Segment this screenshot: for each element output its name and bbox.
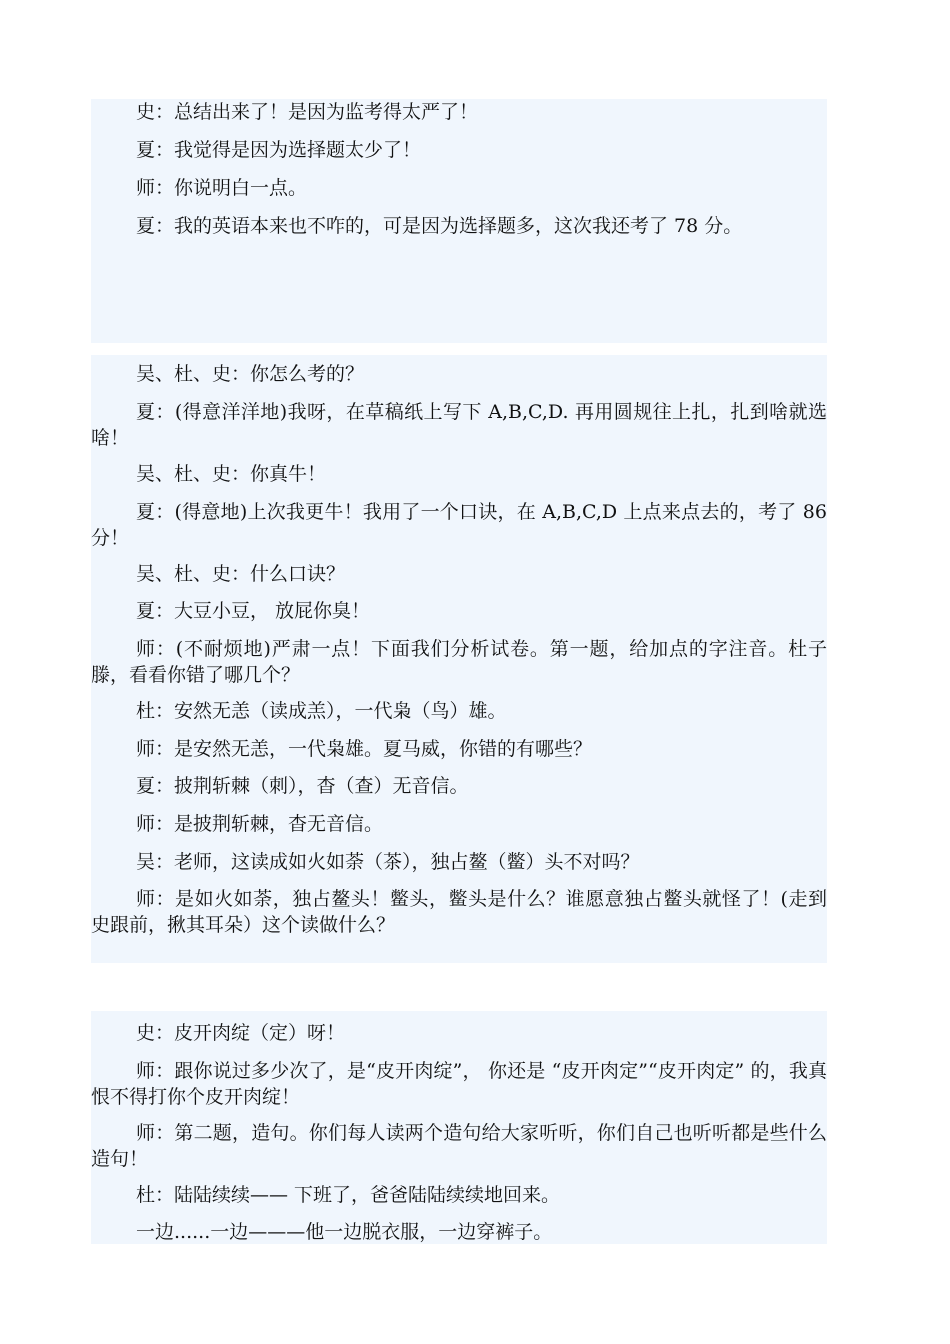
text-section-3 bbox=[91, 1011, 827, 1244]
dialogue-paragraph: 史：皮开肉绽（定）呀！ bbox=[136, 1022, 346, 1044]
dialogue-paragraph: 师：跟你说过多少次了，是“皮开肉绽”， 你还是 “皮开肉定”“皮开肉定” 的，我真恨不得打你个皮开肉绽！ bbox=[91, 1060, 827, 1108]
dialogue-paragraph: 师：是如火如荼，独占鳌头！鳖头，鳖头是什么？谁愿意独占鳖头就怪了！(走到史跟前，揪其耳朵）这个读做什么？ bbox=[91, 888, 827, 936]
dialogue-paragraph: 夏：我的英语本来也不咋的，可是因为选择题多，这次我还考了 78 分。 bbox=[136, 215, 743, 237]
dialogue-paragraph: 夏：(得意洋洋地)我呀，在草稿纸上写下 A,B,C,D. 再用圆规往上扎，扎到啥就选啥！ bbox=[91, 401, 827, 449]
dialogue-paragraph: 师：(不耐烦地)严肃一点！下面我们分析试卷。第一题，给加点的字注音。杜子滕，看看你错了哪几个？ bbox=[91, 638, 827, 686]
text-section-2 bbox=[91, 355, 827, 963]
dialogue-paragraph: 吴、杜、史：什么口诀？ bbox=[136, 563, 346, 585]
dialogue-paragraph: 一边......一边———他一边脱衣服，一边穿裤子。 bbox=[136, 1221, 553, 1243]
dialogue-paragraph: 师：你说明白一点。 bbox=[136, 177, 308, 199]
dialogue-paragraph: 夏：(得意地)上次我更牛！我用了一个口诀，在 A,B,C,D 上点来点去的，考了 86 分！ bbox=[91, 501, 827, 549]
dialogue-paragraph: 夏：披荆斩棘（刺），杳（查）无音信。 bbox=[136, 775, 469, 797]
dialogue-paragraph: 师：是披荆斩棘，杳无音信。 bbox=[136, 813, 384, 835]
dialogue-paragraph: 师：是安然无恙，一代枭雄。夏马威，你错的有哪些？ bbox=[136, 738, 593, 760]
dialogue-paragraph: 吴、杜、史：你怎么考的？ bbox=[136, 363, 365, 385]
dialogue-paragraph: 杜：安然无恙（读成羔），一代枭（鸟）雄。 bbox=[136, 700, 507, 722]
dialogue-paragraph: 杜：陆陆续续—— 下班了，爸爸陆陆续续地回来。 bbox=[136, 1184, 561, 1206]
dialogue-paragraph: 史：总结出来了！是因为监考得太严了！ bbox=[136, 101, 479, 123]
dialogue-paragraph: 师：第二题，造句。你们每人读两个造句给大家听听，你们自己也听听都是些什么造句！ bbox=[91, 1122, 827, 1170]
dialogue-paragraph: 吴、杜、史：你真牛！ bbox=[136, 463, 327, 485]
dialogue-paragraph: 吴：老师，这读成如火如荼（茶），独占鳌（鳖）头不对吗？ bbox=[136, 851, 640, 873]
text-section-1 bbox=[91, 99, 827, 343]
dialogue-paragraph: 夏：我觉得是因为选择题太少了！ bbox=[136, 139, 422, 161]
dialogue-paragraph: 夏：大豆小豆， 放屁你臭！ bbox=[136, 600, 371, 622]
